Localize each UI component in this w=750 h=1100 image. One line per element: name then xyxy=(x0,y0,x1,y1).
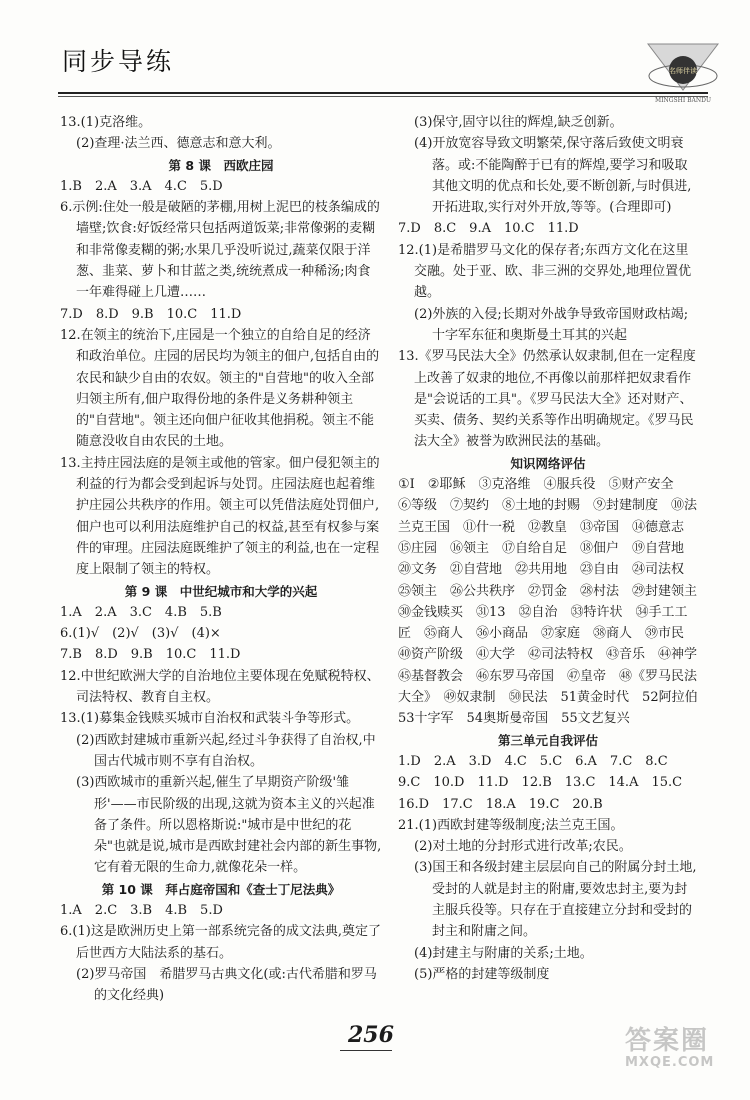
answer-line: 7.D 8.D 9.B 10.C 11.D xyxy=(60,306,242,322)
page-number-underline xyxy=(340,1050,392,1051)
answer-line: 7.D 8.C 9.A 10.C 11.D xyxy=(398,221,579,237)
page-title: 同步导练 xyxy=(62,47,175,76)
answer-line: 7.B 8.D 9.B 10.C 11.D xyxy=(60,647,241,663)
answer-line: (5)严格的封建等级制度 xyxy=(414,966,550,982)
badge-text: 名师伴读 xyxy=(669,67,697,75)
badge-subtext: MINGSHI BANDU xyxy=(654,97,712,104)
watermark-logo-text: 答案圈 xyxy=(625,1026,710,1056)
answer-line: 1.D 2.A 3.D 4.C 5.C 6.A 7.C 8.C 9.C 10.D 11.D 12.B 13.C 14.A 15.C 16.D 17.C 18.A 19.C 20.B xyxy=(398,753,696,812)
answer-line: 6.(1)这是欧洲历史上第一部系统完备的成文法典,奠定了后世西方大陆法系的基石。 xyxy=(60,924,381,961)
section-heading: 知识网络评估 xyxy=(510,455,586,471)
section-heading: 第三单元自我评估 xyxy=(497,732,598,748)
section-heading: 第 8 课 西欧庄园 xyxy=(168,157,274,173)
answer-line: 6.(1)√ (2)√ (3)√ (4)× xyxy=(60,626,221,642)
answer-line: (2)对土地的分封形式进行改革;农民。 xyxy=(414,839,632,855)
right-column xyxy=(398,112,711,985)
answer-line: 1.B 2.A 3.A 4.C 5.D xyxy=(60,178,223,194)
answer-line: (4)开放宽容导致文明繁荣,保守落后致使文明衰落。或:不能陶醉于已有的辉煌,要学习和吸取其他文明的优点和长处,要不断创新,与时俱进,开拓进取,实行对外开放,等等。(合理即可) xyxy=(414,136,692,216)
answer-line: 12.中世纪欧洲大学的自治地位主要体现在免赋税特权、司法特权、教育自主权。 xyxy=(60,668,380,706)
page-number: 256 xyxy=(348,1022,394,1048)
header-rule-thin xyxy=(58,96,708,97)
answer-line: 12.在领主的统治下,庄园是一个独立的自给自足的经济和政治单位。庄园的居民均为领主的佃户,包括自由的农民和缺少自由的农奴。领主的"自营地"的收入全部归领主所有,佃户取得份地的条件是义务耕种领主的"自营地"。领主还向佃户征收其他捐税。领主不能随意没收自由农民的土地。 xyxy=(60,327,380,450)
answer-line: (3)国王和各级封建主层层向自己的附属分封土地,受封的人就是封主的附庸,要效忠封主,要为封主服兵役等。只存在于直接建立分封和受封的封主和附庸之间。 xyxy=(414,860,697,940)
section-heading: 第 10 课 拜占庭帝国和《查士丁尼法典》 xyxy=(101,881,341,897)
answer-line: 21.(1)西欧封建等级制度;法兰克王国。 xyxy=(398,817,624,833)
answer-line: 1.A 2.A 3.C 4.B 5.B xyxy=(60,604,222,620)
watermark-url: MXQE.COM xyxy=(625,1055,715,1070)
answer-line: 12.(1)是希腊罗马文化的保存者;东西方文化在这里交融。处于亚、欧、非三洲的交界处,地理位置优越。 xyxy=(398,242,692,301)
answer-line: (3)西欧城市的重新兴起,催生了早期资产阶级'雏形'——市民阶级的出现,这就为资本主义的兴起准备了条件。所以恩格斯说:"城市是中世纪的花朵"也就是说,城市是西欧封建社会内部的新生事物,它有着无限的生命力,就像花朵一样。 xyxy=(76,775,382,876)
answer-line: (2)查理·法兰西、德意志和意大利。 xyxy=(76,136,281,152)
answer-line: (2)西欧封建城市重新兴起,经过斗争获得了自治权,中国古代城市则不享有自治权。 xyxy=(76,732,376,769)
answer-line: ①Ⅰ ②耶稣 ③克洛维 ④服兵役 ⑤财产安全 ⑥等级 ⑦契约 ⑧土地的封赐 ⑨封建制度 ⑩法兰克王国 ⑪什一税 ⑫教皇 ⑬帝国 ⑭德意志 ⑮庄园 ⑯领主 ⑰自给自足 ⑱佃户 ⑲自营地 ⑳文务 ㉑自营地 ㉒共用地 ㉓自由 ㉔司法权 ㉕领主 ㉖公共秩序 ㉗罚金 ㉘村法 ㉙封建领主 ㉚金钱赎买 ㉛13 ㉜自治 ㉝特许状 ㉞手工工匠 ㉟商人 ㊱小商品 ㊲家庭 ㊳商人 ㊴市民 ㊵资产阶级 ㊶大学 ㊷司法特权 ㊸音乐 ㊹神学 ㊺基督教会 ㊻东罗马帝国 ㊼皇帝 ㊽《罗马民法大全》 ㊾奴隶制 ㊿民法 51黄金时代 52阿拉伯 53十字军 54奥斯曼帝国 55文艺复兴 xyxy=(398,477,711,727)
answer-line: 13.《罗马民法大全》仍然承认奴隶制,但在一定程度上改善了奴隶的地位,不再像以前那样把奴隶看作是"会说话的工具"。《罗马民法大全》还对财产、买卖、债务、契约关系等作出明确规定。《罗马民法大全》被誉为欧洲民法的基础。 xyxy=(398,349,696,450)
answer-line: (3)保守,固守以往的辉煌,缺乏创新。 xyxy=(414,115,623,130)
answer-line: 13.主持庄园法庭的是领主或他的管家。佃户侵犯领主的利益的行为都会受到起诉与处罚。庄园法庭也起着维护庄园公共秩序的作用。领主可以凭借法庭处罚佃户,佃户也可以利用法庭维护自己的权益,甚至有权参与案件的审理。庄园法庭既维护了领主的利益,也在一定程度上限制了领主的特权。 xyxy=(60,455,380,578)
section-heading: 第 9 课 中世纪城市和大学的兴起 xyxy=(124,583,318,599)
publisher-badge xyxy=(640,36,726,108)
answer-line: (4)封建主与附庸的关系;土地。 xyxy=(414,945,593,961)
left-column xyxy=(60,112,382,1006)
answer-line: 6.示例:住处一般是破陋的茅棚,用树上泥巴的枝条编成的墙壁;饮食:好饭经常只包括两道饭菜;非常像粥的麦糊和非常像麦糊的粥;水果几乎没听说过,蔬菜仅限于洋葱、韭菜、萝卜和甘蓝之类,统统煮成一种稀汤;肉食一年难得碰上几遭…… xyxy=(60,200,380,301)
answer-line: (2)外族的入侵;长期对外战争导致帝国财政枯竭;十字军东征和奥斯曼土耳其的兴起 xyxy=(414,306,689,343)
answer-line: 1.A 2.C 3.B 4.B 5.D xyxy=(60,902,223,918)
header-rule xyxy=(58,92,708,94)
answer-line: 13.(1)募集金钱赎买城市自治权和武装斗争等形式。 xyxy=(60,711,360,727)
answer-line: 13.(1)克洛维。 xyxy=(60,115,152,130)
watermark xyxy=(625,1020,714,1070)
answer-line: (2)罗马帝国 希腊罗马古典文化(或:古代希腊和罗马的文化经典) xyxy=(76,966,377,1004)
